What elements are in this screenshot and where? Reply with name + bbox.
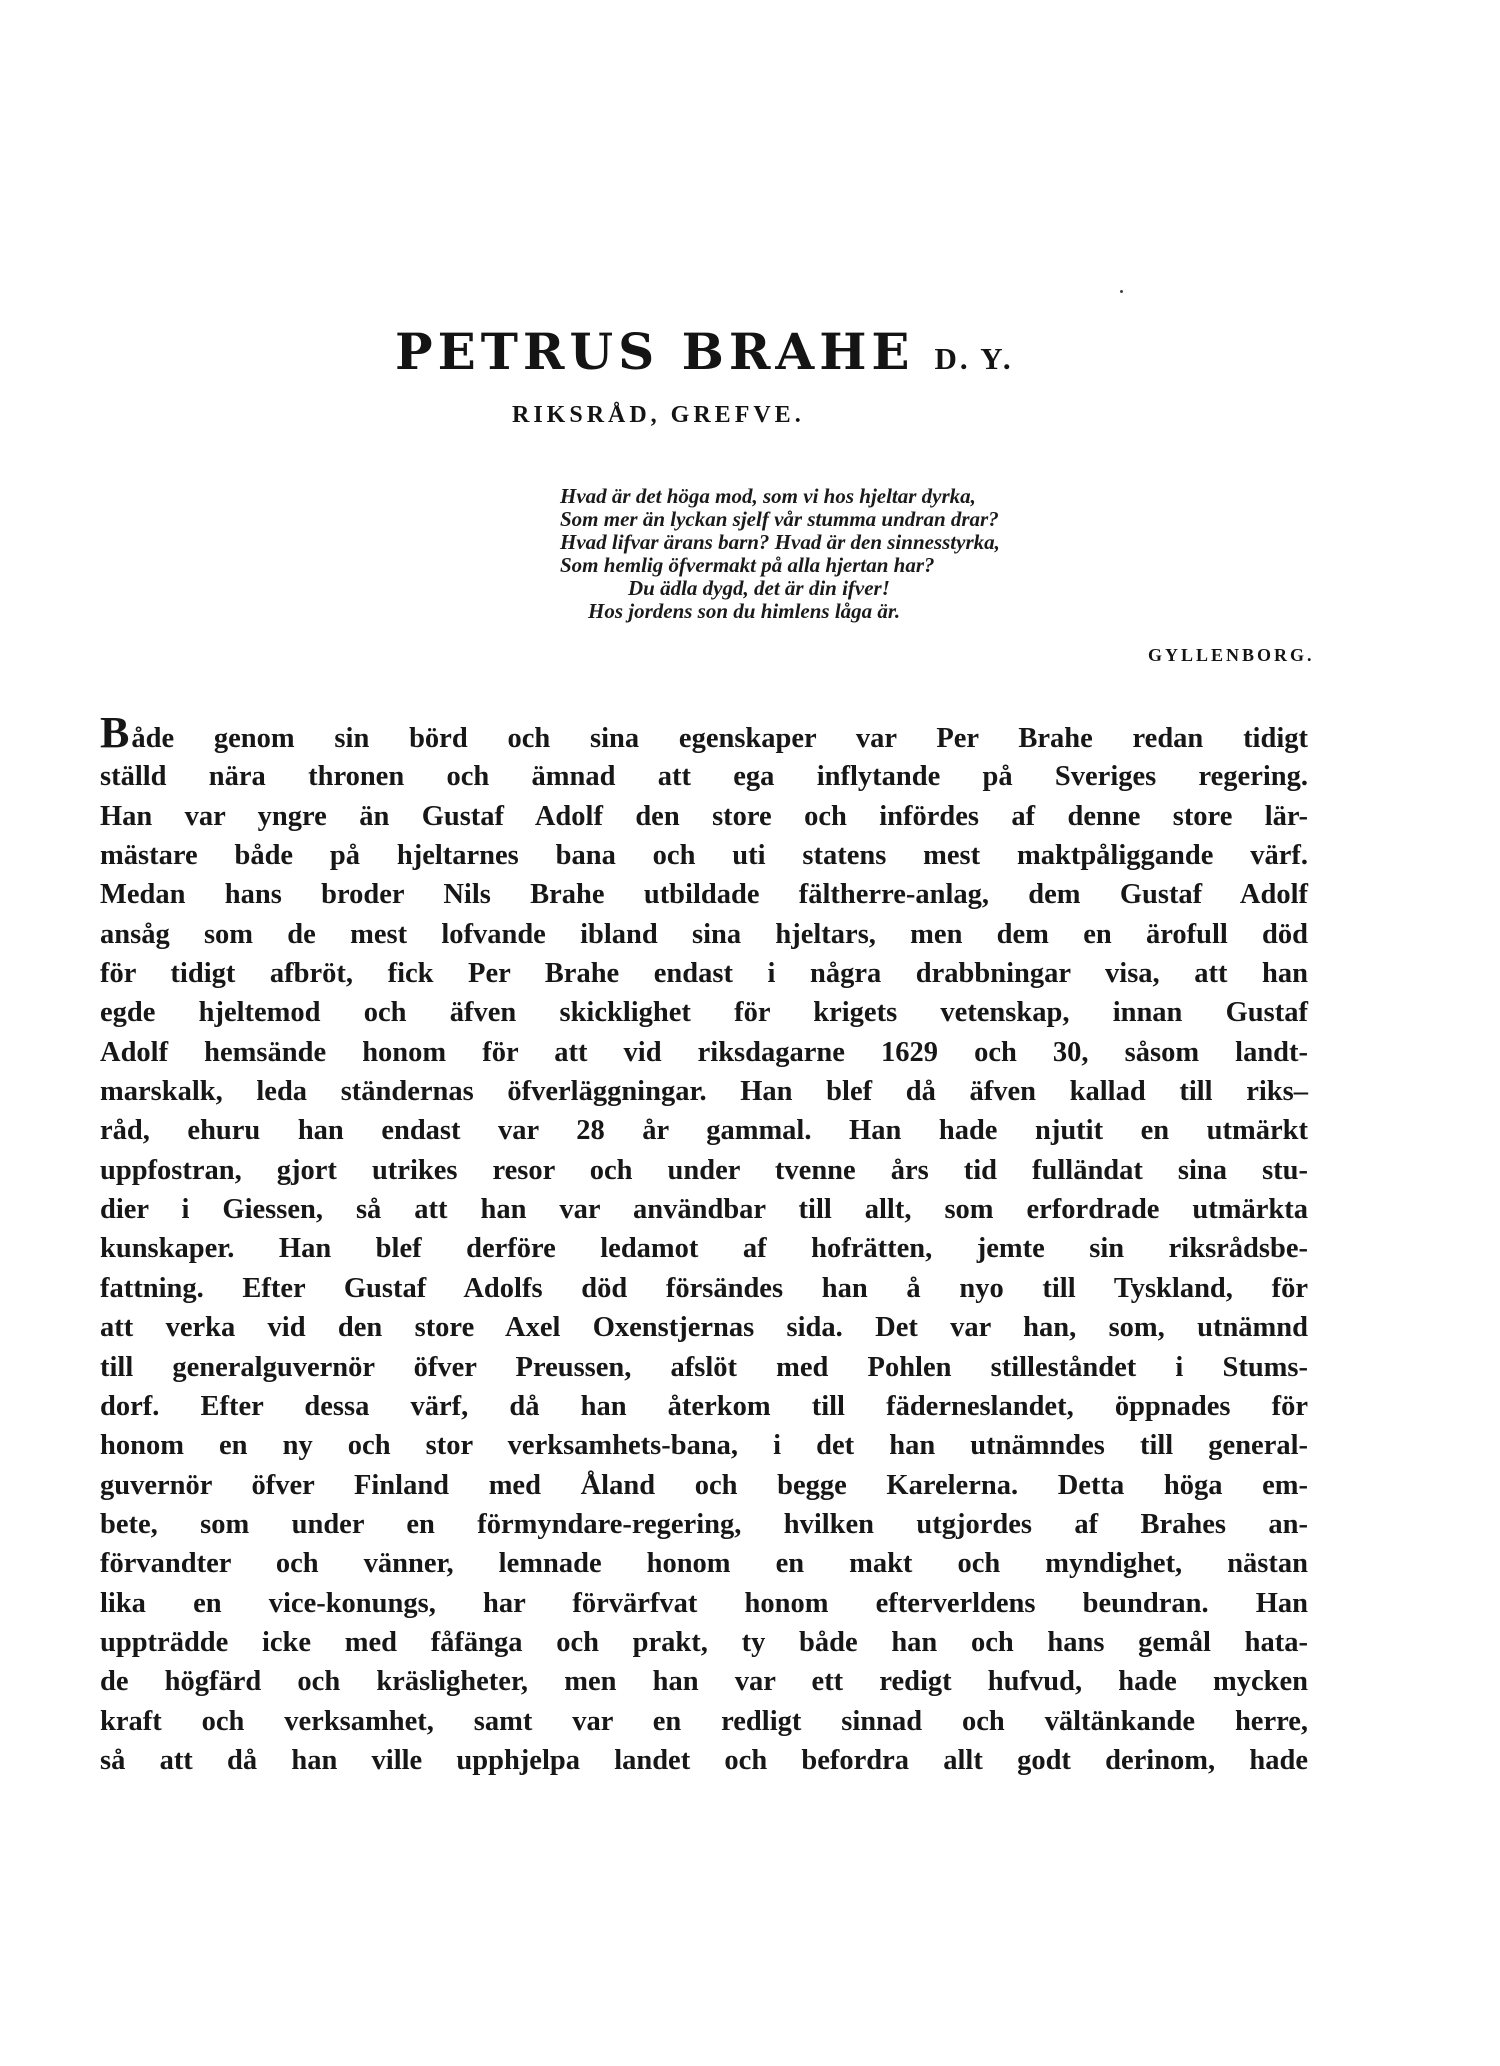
body-line: till generalguvernör öfver Preussen, afslöt med Pohlen stilleståndet i Stums-	[100, 1351, 1308, 1383]
body-line	[100, 708, 1308, 757]
epigraph-line: Som hemlig öfvermakt på alla hjertan har?	[560, 553, 935, 577]
body-line: dorf. Efter dessa värf, då han återkom till fäderneslandet, öppnades för	[100, 1390, 1308, 1422]
body-line: ställd nära thronen och ämnad att ega inflytande på Sveriges regering.	[100, 761, 1308, 793]
body-line: förvandter och vänner, lemnade honom en makt och myndighet, nästan	[100, 1548, 1308, 1580]
body-line: de högfärd och kräsligheter, men han var ett redigt hufvud, hade mycken	[100, 1666, 1308, 1698]
body-line: dier i Giessen, så att han var användbar till allt, som erfordrade utmärkta	[100, 1194, 1308, 1226]
body-line: Han var yngre än Gustaf Adolf den store och infördes af denne store lär-	[100, 800, 1308, 832]
body-line: att verka vid den store Axel Oxenstjernas sida. Det var han, som, utnämnd	[100, 1312, 1308, 1344]
body-text	[100, 708, 1308, 1780]
body-line: fattning. Efter Gustaf Adolfs död försändes han å nyo till Tyskland, för	[100, 1272, 1308, 1304]
body-line: uppträdde icke med fåfänga och prakt, ty både han och hans gemål hata-	[100, 1626, 1308, 1658]
body-line: guvernör öfver Finland med Åland och begge Karelerna. Detta höga em-	[100, 1469, 1308, 1501]
body-line: för tidigt afbröt, fick Per Brahe endast i några drabbningar visa, att han	[100, 958, 1308, 990]
title-suffix: D. Y.	[934, 341, 1014, 376]
body-line: lika en vice-konungs, har förvärfvat honom efterverldens beundran. Han	[100, 1587, 1308, 1619]
epigraph-line: Hvad lifvar ärans barn? Hvad är den sinnesstyrka,	[560, 530, 1000, 554]
title-line	[395, 322, 1095, 381]
body-line: ansåg som de mest lofvande ibland sina hjeltars, men dem en ärofull död	[100, 918, 1308, 950]
subtitle: RIKSRÅD, GREFVE.	[512, 402, 805, 428]
body-line: uppfostran, gjort utrikes resor och under tvenne års tid fulländat sina stu-	[100, 1154, 1308, 1186]
epigraph-line: Hos jordens son du himlens låga är.	[588, 599, 901, 623]
epigraph-line: Hvad är det höga mod, som vi hos hjeltar dyrka,	[560, 484, 976, 508]
body-line: honom en ny och stor verksamhets-bana, i det han utnämndes till general-	[100, 1430, 1308, 1462]
print-speck	[1120, 290, 1123, 293]
body-line: kraft och verksamhet, samt var en redligt sinnad och vältänkande herre,	[100, 1705, 1308, 1737]
body-line: egde hjeltemod och äfven skicklighet för krigets vetenskap, innan Gustaf	[100, 997, 1308, 1029]
drop-cap: B	[100, 708, 130, 757]
epigraph-poem	[560, 485, 1340, 623]
page-title: PETRUS BRAHE	[395, 322, 915, 381]
body-line: så att då han ville upphjelpa landet och befordra allt godt derinom, hade	[100, 1744, 1308, 1776]
body-line: mästare både på hjeltarnes bana och uti statens mest maktpåliggande värf.	[100, 840, 1308, 872]
body-line: Adolf hemsände honom för att vid riksdagarne 1629 och 30, såsom landt-	[100, 1036, 1308, 1068]
first-line-text: åde genom sin börd och sina egenskaper var Per Brahe redan tidigt	[131, 723, 1308, 754]
body-line: bete, som under en förmyndare-regering, hvilken utgjordes af Brahes an-	[100, 1508, 1308, 1540]
epigraph-attribution: GYLLENBORG.	[1148, 645, 1315, 665]
body-line: kunskaper. Han blef derföre ledamot af hofrätten, jemte sin riksrådsbe-	[100, 1233, 1308, 1265]
epigraph-line: Som mer än lyckan sjelf vår stumma undran drar?	[560, 507, 999, 531]
body-line: marskalk, leda ständernas öfverläggningar. Han blef då äfven kallad till riks–	[100, 1076, 1308, 1108]
body-line: råd, ehuru han endast var 28 år gammal. Han hade njutit en utmärkt	[100, 1115, 1308, 1147]
epigraph-line: Du ädla dygd, det är din ifver!	[628, 576, 890, 600]
body-line: Medan hans broder Nils Brahe utbildade fältherre-anlag, dem Gustaf Adolf	[100, 879, 1308, 911]
